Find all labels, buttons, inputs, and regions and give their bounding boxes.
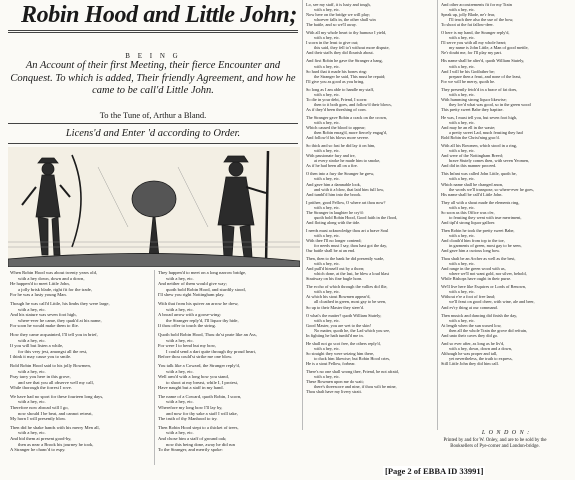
verse-line: This Infant was called John Little, quoth he, — [441, 171, 517, 177]
verse-line: O here is my hand, the Stranger reply'd, — [441, 30, 510, 36]
verse-line: And unto their caves they did go. — [441, 332, 499, 338]
verse-line: with a hey, etc. — [449, 261, 475, 267]
verse-line: then to it both goes, and follow'd their blows, — [314, 101, 392, 107]
stanza — [306, 58, 434, 83]
verse-line: Then musick and dancing did finish the day, — [441, 312, 518, 318]
verse-line: With humming strong liquor likewise; — [441, 96, 507, 102]
title-rule — [8, 32, 298, 33]
verse-line: While Bishops have ought in their purse. — [441, 276, 512, 282]
ballad-subtitle — [8, 60, 298, 98]
verse-line: So up to their Master they steer'd. — [306, 304, 364, 310]
verse-line: And were of the Nottingham Breed; — [441, 153, 503, 159]
verse-line: And floting along with the tide. — [306, 219, 361, 225]
verse-line: For were I to bend but my bow, — [158, 343, 216, 349]
verse-line: No matter, quoth he, the Lad which you see, — [314, 327, 391, 333]
verse-line: And gave him a damnable look, — [306, 181, 361, 187]
verse-line: prepare then a feast, and none of the least, — [449, 73, 522, 79]
verse-line: How they came acquainted, I'll tell you in brief, — [10, 331, 98, 337]
verse-line: We have had no sport for these fourteen long days, — [10, 393, 104, 399]
verse-line: with a hey, etc. — [449, 91, 475, 97]
verse-line: Which caused the blood to appear; — [306, 125, 366, 131]
tune-line: To the Tune of, Arthur a Bland. — [99, 110, 207, 120]
verse-line: Bold Robin Hood said to his jolly Bowmen, — [10, 362, 91, 368]
verse-line: To shoot at the fat fallow-deer. — [441, 22, 494, 28]
stanza — [441, 30, 571, 55]
verse-line: they lov'd what was good, so in the green wood — [449, 101, 531, 107]
stanza — [306, 115, 434, 140]
verse-line: Pray tarry you here in this grove, — [10, 374, 71, 380]
verse-line: Speak up, jolly Blade, ne'r fear, — [441, 12, 496, 18]
page-label: [Page 2 of EBBA ID 33991] — [385, 466, 484, 476]
verse-line: And chose him a staff of ground oak; — [158, 436, 227, 442]
verse-line: Which name shall be changed anon, — [441, 181, 504, 187]
ballad-column-1 — [10, 270, 152, 456]
stanza — [441, 87, 571, 112]
verse-line: with a hey, etc. — [18, 337, 46, 343]
verse-line: I needs must acknowledge thou art a brave Soul — [306, 227, 389, 233]
stanza — [158, 425, 300, 453]
section-rule — [8, 123, 298, 124]
verse-line: And tipl'd strong liquor galloer. — [441, 219, 496, 225]
verse-line: A broad arrow with a goose-wing: — [158, 312, 221, 318]
woodcut-illustration — [8, 147, 300, 267]
stanza — [158, 363, 300, 391]
stanza — [158, 270, 300, 298]
verse-line: At length when the sun waxed low, — [441, 322, 502, 328]
verse-line: To the Stranger, and merrily spoke: — [158, 447, 223, 453]
verse-line: O what's the matter? quoth William Stutely; — [306, 312, 382, 318]
verse-line: now should I be beat, and cannot retreat, — [18, 410, 93, 416]
verse-line: with a hey, etc. — [449, 317, 475, 323]
verse-line: which done, at the last, he blew a loud blast — [314, 271, 390, 277]
stanza — [306, 87, 434, 112]
verse-line: The Stranger in laughter he cry'd: — [306, 209, 364, 215]
verse-line: They happen'd to meet on a long narrow bridge, — [158, 270, 247, 275]
verse-line: the Stranger he said, This must be repaid; — [314, 73, 386, 79]
subtitle-line: An Account of their first Meeting, their fierce Encounter and — [25, 60, 281, 71]
stanza — [441, 171, 571, 196]
verse-line: Thou shalt be an Archer as well as the best, — [441, 256, 516, 262]
verse-line: And his stature was seven foot high, — [10, 312, 77, 318]
verse-line: And pull'd himself out by a thorn; — [306, 266, 365, 272]
verse-line: to feasting they went with true merriment, — [449, 214, 522, 220]
stanza — [441, 58, 571, 83]
verse-line: If thou offer to touch the string. — [158, 323, 216, 329]
verse-line: Well arm'd with a long bow you stand, — [158, 374, 229, 380]
verse-line: with a hey, etc. — [314, 261, 340, 267]
verse-line: The name of a Coward, quoth Robin, I scorn, — [158, 393, 242, 399]
stanza — [158, 332, 300, 360]
verse-line: He shall not go scot free, the others reply'd, — [306, 340, 381, 346]
verse-line: While thorough the forrest I rove. — [10, 385, 72, 391]
stanza — [441, 341, 571, 366]
subtitle-line: Conquest. To which is added, Their friendly Agreement, and how he — [10, 72, 296, 84]
verse-line: Now here on the bridge we will play; — [306, 12, 371, 18]
verse-line: Thou shalt have my livery strait. — [306, 389, 362, 395]
verse-line: With thee I'll no longer contend; — [306, 237, 362, 243]
stanza — [10, 394, 152, 422]
verse-line: And cloath'd him from top to the toe, — [441, 237, 505, 243]
verse-line: and see that you all observe well my call, — [18, 379, 94, 385]
verse-line: And I will be his Godfather be; — [441, 68, 495, 74]
verse-line: Good Master, you are wet to the skin! — [306, 322, 371, 328]
stanza — [306, 256, 434, 281]
stanza — [441, 313, 571, 338]
verse-line: So long as I am able to handle my staff, — [306, 86, 375, 92]
verse-line: With that from his quiver an arrow he drew, — [158, 300, 239, 306]
verse-line: And bid them at present good-by, — [10, 436, 72, 442]
verse-line: A Stranger he chanc'd to espy. — [10, 447, 66, 453]
verse-line: So thick and so fast he did lay it on him, — [306, 143, 376, 149]
imprint-text — [420, 438, 570, 450]
imprint-city: L O N D O N : — [481, 430, 531, 436]
verse-line: When Robin Hood was about twenty years old, — [10, 270, 98, 275]
verse-line: with a hey, etc. — [449, 63, 475, 69]
verse-line: As if he had been all on a fire. — [306, 163, 358, 169]
stanza — [10, 425, 152, 453]
verse-line: I'll teach thee also the use of the bow, — [449, 17, 514, 23]
stanza — [306, 200, 434, 225]
verse-line: the Stranger reply'd, I'll liquor thy hide, — [166, 317, 239, 323]
verse-line: He is a stout Fellow, forbear. — [306, 361, 356, 366]
section-rule — [8, 143, 298, 144]
verse-line: quoth bold Robin Hood, Good faith in the flood, — [314, 214, 398, 220]
verse-line: Ne'r doubt me, for I'll play my part. — [441, 50, 503, 56]
stanza — [10, 363, 152, 391]
verse-line: So soon as this Office was o'er, — [441, 209, 495, 215]
verse-line: I'll give you as good as you bring. — [306, 78, 365, 84]
verse-line: Then, then to the bank he did presently wade, — [306, 256, 385, 262]
title-rule — [8, 30, 298, 31]
verse-line: with a hey, etc. — [314, 63, 340, 69]
verse-line: Still Little John they did him call. — [441, 361, 499, 366]
stanza — [441, 200, 571, 225]
verse-line: And did in this manner proceed. — [441, 163, 497, 169]
verse-line: And neither of them would give way; — [158, 281, 227, 287]
verse-line: And first Robin he gave the Stranger a bang, — [306, 58, 383, 64]
verse-line: So straight they were seizing him there, — [306, 350, 375, 356]
verse-line: all cloathed in green, most gay to be seen, — [314, 299, 387, 305]
verse-line: And may be an ell in the waste; — [441, 125, 496, 131]
subtitle-line: came to be call'd Little John. — [92, 85, 214, 97]
ballad-title: Robin Hood and Little John; — [21, 2, 297, 28]
stanza — [306, 284, 434, 309]
stanza — [306, 228, 434, 253]
stanza — [441, 228, 571, 253]
verse-line: with a hey, etc. — [166, 368, 194, 374]
license-line: Licens'd and Enter 'd according to Order. — [65, 128, 241, 139]
column-divider — [154, 270, 155, 465]
verse-line: I scorn in the least to give out; — [306, 40, 359, 46]
verse-line: And follow'd his blows more severe. — [306, 135, 370, 141]
verse-line: Bold Robin the Christ'ning grac'd. — [441, 135, 500, 141]
column-divider — [437, 0, 438, 430]
verse-line: Then Robin Hood stept to a thicket of trees, — [158, 424, 239, 430]
verse-line: with a hey, etc. — [314, 91, 340, 97]
stanza — [10, 270, 152, 298]
verse-line: with a hey, etc. — [18, 399, 46, 405]
verse-line: we'll feast on good cheer, with wine, ale and beer, — [449, 299, 535, 305]
verse-line: quoth bold Robin Hood, and sturdily stood, — [166, 286, 246, 292]
verse-line: You talk like a Coward, the Stranger reply'd, — [158, 362, 240, 368]
stanza — [158, 394, 300, 422]
verse-line: I think it may cause you to smile. — [10, 354, 72, 360]
verse-line: These Bowmen upon me do wait; — [306, 379, 364, 385]
stanza — [306, 341, 434, 366]
verse-line: yet nevertheless, the truth to express, — [449, 355, 513, 361]
verse-line: I prithee, good Fellow, O where art thou now? — [306, 199, 386, 205]
verse-line: with a hey, etc. — [449, 7, 475, 13]
verse-line: In fighting he hath tumbl'd me in. — [306, 332, 364, 338]
verse-line: And gave him a curious long bow. — [441, 248, 501, 254]
verse-line: Therefore now abroad will I go, — [10, 405, 69, 411]
stanza — [306, 2, 434, 27]
verse-line: with a hey, etc. — [314, 374, 340, 380]
stanza — [441, 256, 571, 281]
verse-line: My horn I will presently blow. — [10, 416, 67, 422]
stanza — [306, 313, 434, 338]
verse-line: in garments of green, most gay to be seen, — [449, 243, 522, 249]
imprint-line: Booksellers of Pye-corner and London-bridge. — [450, 444, 540, 449]
verse-line: He was, I must tell you, but seven foot high, — [441, 114, 518, 120]
stanza — [306, 143, 434, 168]
verse-line: for this very jest, amongst all the rest, — [18, 348, 88, 354]
ballad-column-2 — [158, 270, 300, 456]
verse-line: with a hey, etc. — [449, 148, 475, 154]
verse-line: Our battle shall be at an end. — [306, 248, 356, 254]
verse-line: Then did he shake hands with his merry Men all, — [10, 424, 100, 430]
verse-line: Though he was call'd Little, his limbs they were large, — [10, 300, 110, 306]
verse-line: to duck him likewise; but Robin Hood cries, — [314, 355, 391, 361]
verse-line: at every stroke he made him to smoke, — [314, 158, 381, 164]
verse-line: And ev'ry thing at our command. — [441, 304, 498, 310]
verse-line: There's no one shall wrong thee, Friend, be not afraid, — [306, 369, 399, 375]
verse-line: At which his stout Bowmen appear'd, — [306, 294, 371, 300]
verse-line: We'll live here like Esquires or Lords of Renown, — [441, 284, 527, 290]
verse-line: Wherefore my long bow I'll lay by, — [158, 405, 223, 411]
verse-line: And other accoutrements fit for my Train — [441, 2, 512, 7]
verse-line: His name shall be call'd Little John. — [441, 191, 503, 197]
verse-line: to shoot at my breast, while I, I protest, — [166, 379, 239, 385]
verse-line: with a hey, etc. — [449, 119, 475, 125]
verse-line: with a hey, etc. — [314, 7, 340, 13]
verse-line: Without e're a foot of free land; — [441, 294, 496, 300]
verse-line: this said, they fell to't without more dispute, — [314, 45, 390, 51]
verse-line: with a hey, etc. — [449, 176, 475, 182]
verse-line: brave Stutely comes then, with seven Yeomen, — [449, 158, 530, 164]
verse-line: He happen'd to meet Little John, — [10, 281, 70, 287]
verse-line: with a hey, etc. — [166, 399, 194, 405]
verse-line: with a hey, etc. — [449, 289, 475, 295]
verse-line: Quoth bold Robin Hood, Thou do'st prate like an Ass, — [158, 331, 257, 337]
verse-line: with a hey, etc. — [18, 430, 46, 436]
imprint-line: Printed by and for W. Onley, and are to be sold by the — [443, 438, 547, 443]
stanza — [306, 30, 434, 55]
verse-line: a jolly brisk blade, right fit for the trade, — [18, 286, 92, 292]
verse-line: I'll serve you with all my whole heart; — [441, 40, 507, 46]
verse-line: with a hey, etc. — [314, 176, 340, 182]
verse-line: for needs must I say, thou hast got the day, — [314, 243, 388, 249]
verse-line: I'll shew you right Nottingham play. — [158, 292, 225, 298]
verse-line: with a hey, etc. — [18, 368, 46, 374]
verse-line: With passionate fury and ire, — [306, 153, 356, 159]
verse-line: This pretty sweet Babe they baptize. — [441, 106, 504, 112]
verse-line: with a hey, etc. — [314, 119, 340, 125]
verse-line: For we will be merry, quoth he. — [441, 78, 496, 84]
column-divider — [302, 0, 303, 430]
verse-line: Then Robin he took the pretty sweet Babe, — [441, 227, 515, 233]
stanza — [10, 332, 152, 360]
stanza — [441, 2, 571, 27]
verse-line: with a hey, etc. — [166, 275, 194, 281]
stanza — [306, 171, 434, 196]
ballad-column-3 — [306, 2, 434, 397]
verse-line: with a hey, etc. — [314, 232, 340, 238]
verse-line: with a hey, etc. — [314, 317, 340, 323]
verse-line: with a hey, etc. — [449, 204, 475, 210]
verse-line: Straitway on his fine bugle horn. — [306, 276, 363, 282]
verse-line: with a hey, etc. — [314, 148, 340, 154]
verse-line: and now for thy sake a staff I will take, — [166, 410, 238, 416]
verse-line: with a hey, etc. — [449, 232, 475, 238]
verse-line: The truth of thy Manhood to try. — [158, 416, 218, 422]
stanza — [441, 284, 571, 309]
verse-line: His name shall be alter'd, quoth William Stutely, — [441, 58, 525, 64]
verse-line: then Robin enrag'd, more fiercely engag'd, — [314, 130, 388, 136]
stanza — [306, 369, 434, 394]
verse-line: where we'll not want gold, nor silver, behold, — [449, 271, 527, 277]
verse-line: Before thou could'st strike me one blow. — [158, 354, 233, 360]
verse-line: I could send a dart quite through thy proud heart, — [166, 348, 257, 354]
being-heading: B E I N G — [125, 52, 181, 60]
verse-line: with a hey, etc. — [314, 345, 340, 351]
stanza — [441, 143, 571, 168]
verse-line: with a hey, etc. — [314, 35, 340, 41]
verse-line: Have naught but a staff in my hand. — [158, 385, 224, 391]
verse-line: With all my whole heart to thy humour I yield, — [306, 30, 387, 36]
verse-line: As if they'd been threshing of corn. — [306, 106, 367, 112]
verse-line: now this being done, away he did run — [166, 441, 235, 447]
verse-line: whoever falls in, the other shall win — [314, 17, 376, 23]
stanza — [441, 115, 571, 140]
verse-line: O then into a fury the Stranger he grew, — [306, 171, 375, 177]
verse-line: So hard that it made his bones ring: — [306, 68, 367, 74]
verse-line: with a hey, etc. — [166, 430, 194, 436]
verse-line: then all the whole Train the grove did refrain, — [449, 327, 528, 333]
verse-line: the words we'll transpose, so where-ever he goes, — [449, 186, 534, 192]
verse-line: With all his Bowmen, which stood in a ring, — [441, 143, 517, 149]
verse-line: The eccho of which through the vallies did flie, — [306, 284, 388, 290]
stanza — [10, 301, 152, 329]
verse-line: with a hey, etc. — [314, 289, 340, 295]
stanza — [158, 301, 300, 329]
verse-line: with a hey, etc. — [166, 306, 194, 312]
verse-line: and with it a blow, that laid him full low, — [314, 186, 384, 192]
verse-line: my name is John Little, a Man of good mettle, — [449, 45, 529, 51]
verse-line: with a hey, etc. — [166, 337, 194, 343]
verse-line: If you will but listen a while, — [10, 343, 64, 349]
verse-line: And their staffs they did flourish about. — [306, 50, 374, 56]
verse-line: Although he was proper and tall, — [441, 350, 498, 356]
verse-line: The Stranger gave Robin a crack on the crown, — [306, 114, 388, 120]
verse-line: The battle, and so we'll away. — [306, 22, 357, 28]
verse-line: And range in the green wood with us, — [441, 266, 506, 272]
verse-line: then as near a Brook his journey he took, — [18, 441, 94, 447]
verse-line: with a hey, etc. — [18, 306, 46, 312]
verse-line: a pretty sweet Lad, much feasting they had — [449, 130, 523, 136]
verse-line: And tumbl'd him into the brook. — [306, 191, 362, 197]
verse-line: They presently fetch'd in a brace of fat does, — [441, 86, 518, 92]
verse-line: with a hey down, down and a down, — [18, 275, 85, 281]
verse-line: Lo, see my staff, it is lusty and tough, — [306, 2, 371, 7]
verse-line: where-ever he came, they quak'd at his name, — [18, 317, 102, 323]
verse-line: with a hey, down, down and a down, — [449, 345, 512, 351]
verse-line: To die in your debt, Friend, I scorn: — [306, 96, 368, 102]
verse-line: For soon he would make them to flie. — [10, 323, 79, 329]
verse-line: For he was a lusty young Man. — [10, 292, 67, 298]
verse-line: with a hey, etc. — [449, 35, 475, 41]
verse-line: with a hey, etc. — [314, 204, 340, 210]
verse-line: And so ever after, as long as he liv'd, — [441, 340, 505, 346]
verse-line: They all with a shout made the elements ring, — [441, 199, 520, 205]
ballad-column-4 — [441, 2, 571, 369]
verse-line: there's threescore and nine, if thou wilt be mine, — [314, 384, 397, 390]
